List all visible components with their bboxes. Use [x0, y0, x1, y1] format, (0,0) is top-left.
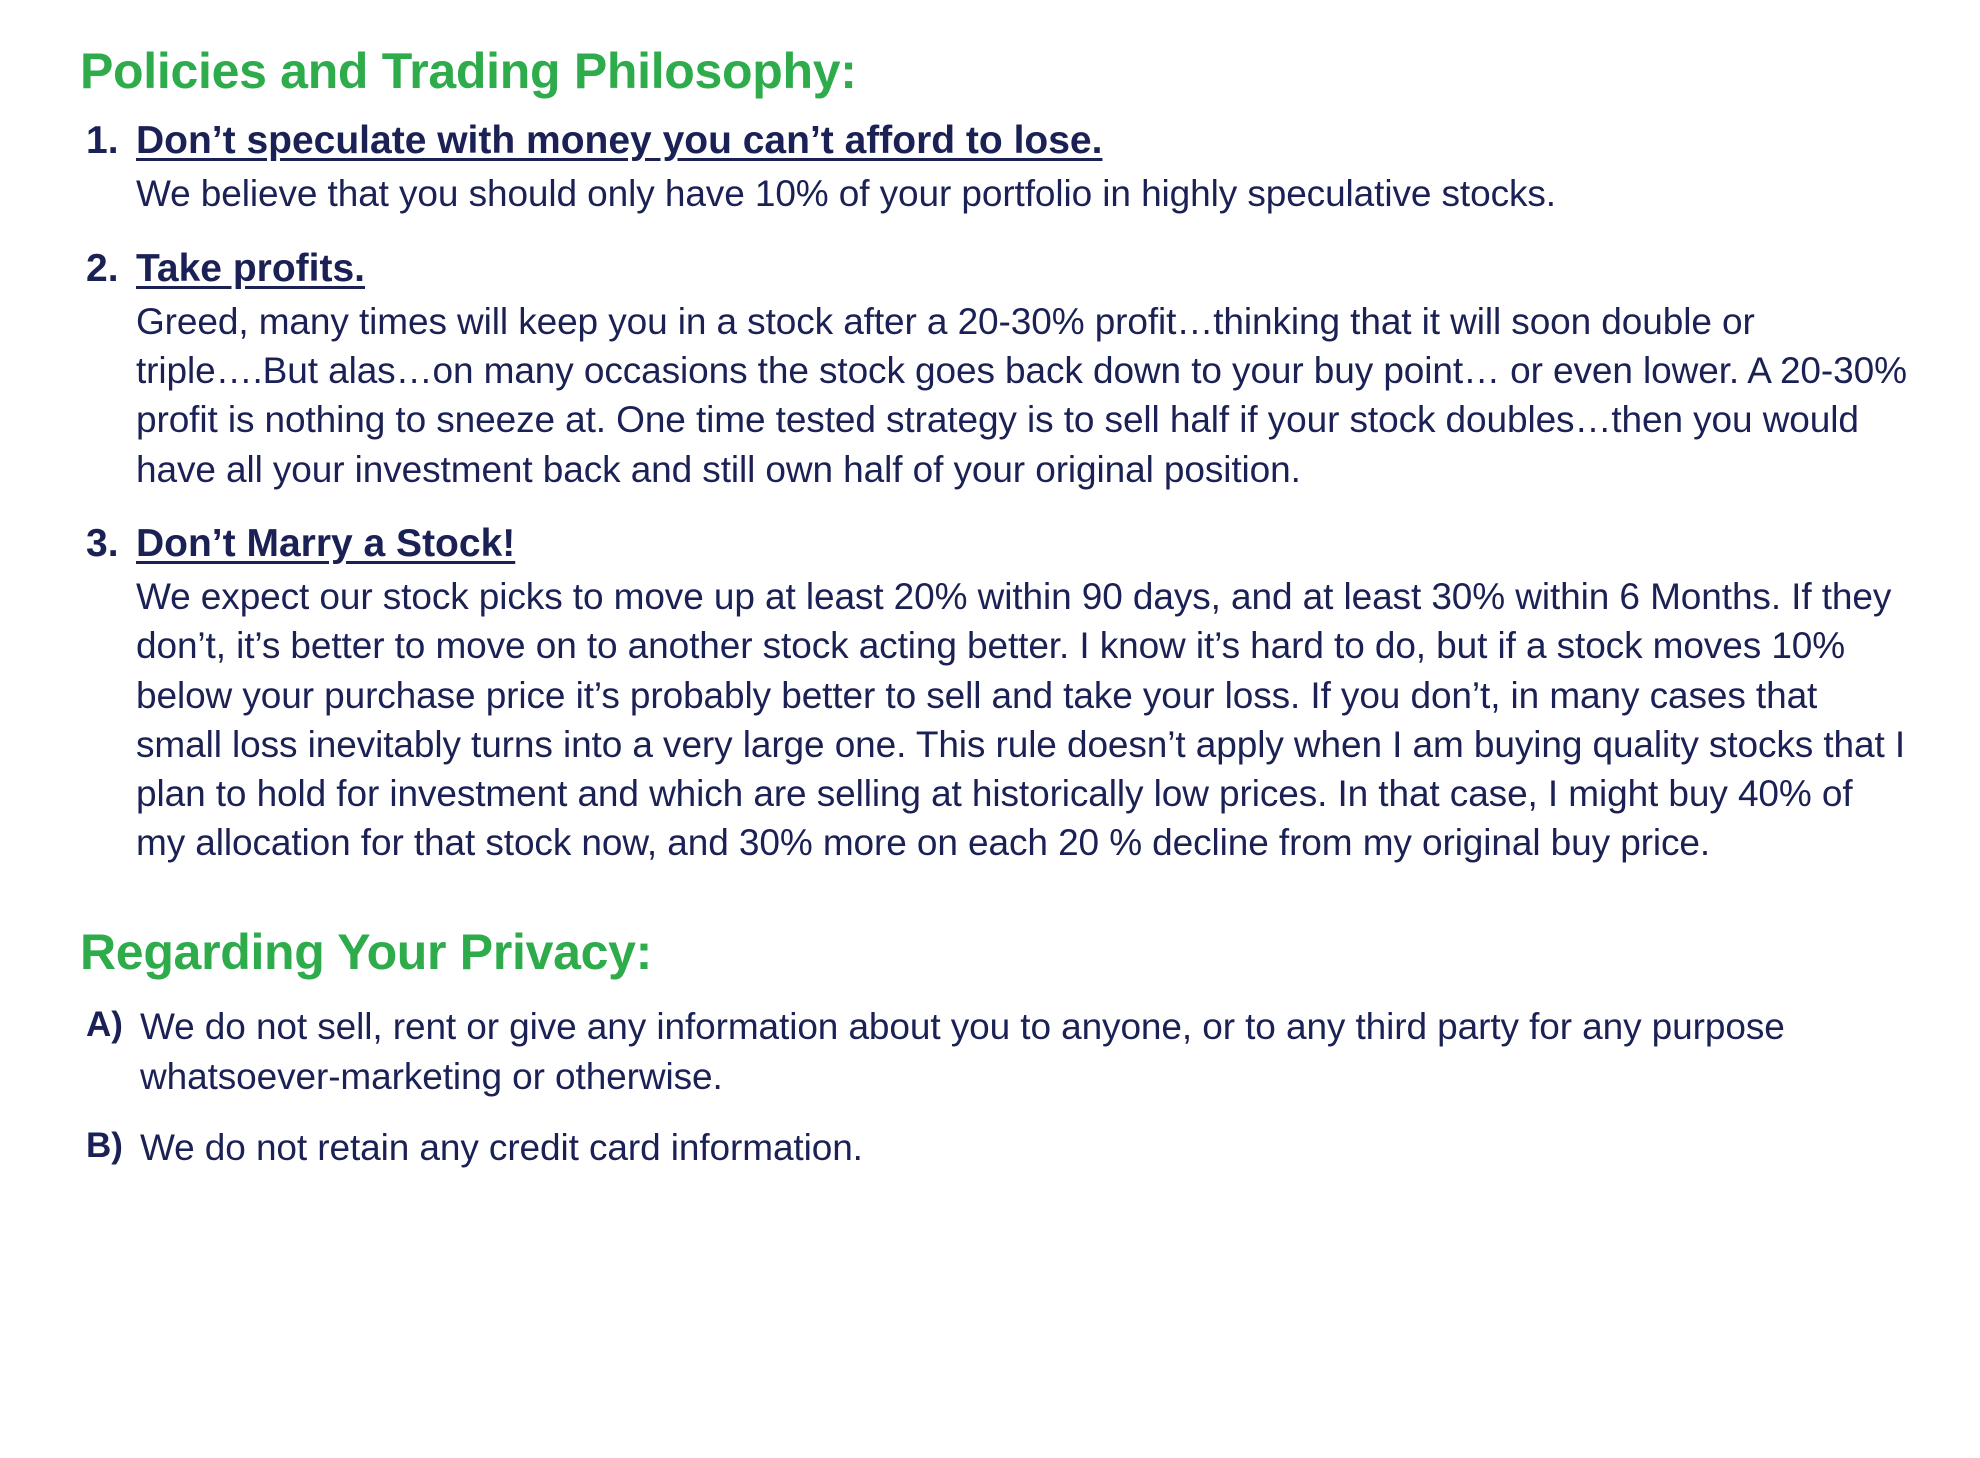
list-item-text: We do not retain any credit card information. — [140, 1126, 863, 1168]
list-item — [80, 245, 1908, 494]
list-item-body — [140, 1002, 1908, 1100]
list-item-text: We expect our stock picks to move up at least 20% within 90 days, and at least 30% within 6 Months. If they don’t, it’s better to move on to another stock acting better. I know it’s hard to do, but if a stock moves 10% below your purchase price it’s probably better to sell and take your loss. If you don’t, in many cases that small loss inevitably turns into a very large one. This rule doesn’t apply when I am buying quality stocks that I plan to hold for investment and which are selling at historically low prices. In that case, I might buy 40% of my allocation for that stock now, and 30% more on each 20 % decline from my original buy price. — [136, 576, 1906, 864]
list-item-body — [136, 520, 1908, 868]
list-item — [80, 520, 1908, 868]
section-heading-policies: Policies and Trading Philosophy: — [80, 43, 857, 99]
list-item-title: Take profits. — [136, 246, 365, 290]
privacy-list — [80, 1002, 1908, 1172]
list-marker: A) — [86, 1005, 123, 1045]
list-item-text: Greed, many times will keep you in a stock after a 20-30% profit…thinking that it will soon double or triple….But alas…on many occasions the stock goes back down to your buy point… or even lower. A 20-30% profit is nothing to sneeze at. One time tested strategy is to sell half if your stock doubles…then you would have all your investment back and still own half of your original position. — [136, 300, 1907, 490]
list-item-body — [140, 1123, 1908, 1172]
policies-list — [80, 117, 1908, 867]
list-item-body — [136, 245, 1908, 494]
list-item-body — [136, 117, 1908, 219]
list-marker: B) — [86, 1125, 123, 1165]
list-marker: 1. — [86, 119, 119, 162]
list-marker: 2. — [86, 246, 119, 290]
list-item — [80, 117, 1908, 219]
list-item-text: We do not sell, rent or give any information about you to anyone, or to any third party for any purpose whatsoever-marketing or otherwise. — [140, 1006, 1785, 1097]
list-item-title: Don’t Marry a Stock! — [136, 521, 516, 565]
section-heading-privacy: Regarding Your Privacy: — [80, 924, 652, 981]
list-item — [80, 1123, 1908, 1172]
list-item-text: We believe that you should only have 10% of your portfolio in highly speculative stocks. — [136, 173, 1556, 215]
list-item-title: Don’t speculate with money you can’t afford to lose. — [136, 119, 1103, 162]
list-item — [80, 1002, 1908, 1100]
list-marker: 3. — [86, 521, 119, 565]
